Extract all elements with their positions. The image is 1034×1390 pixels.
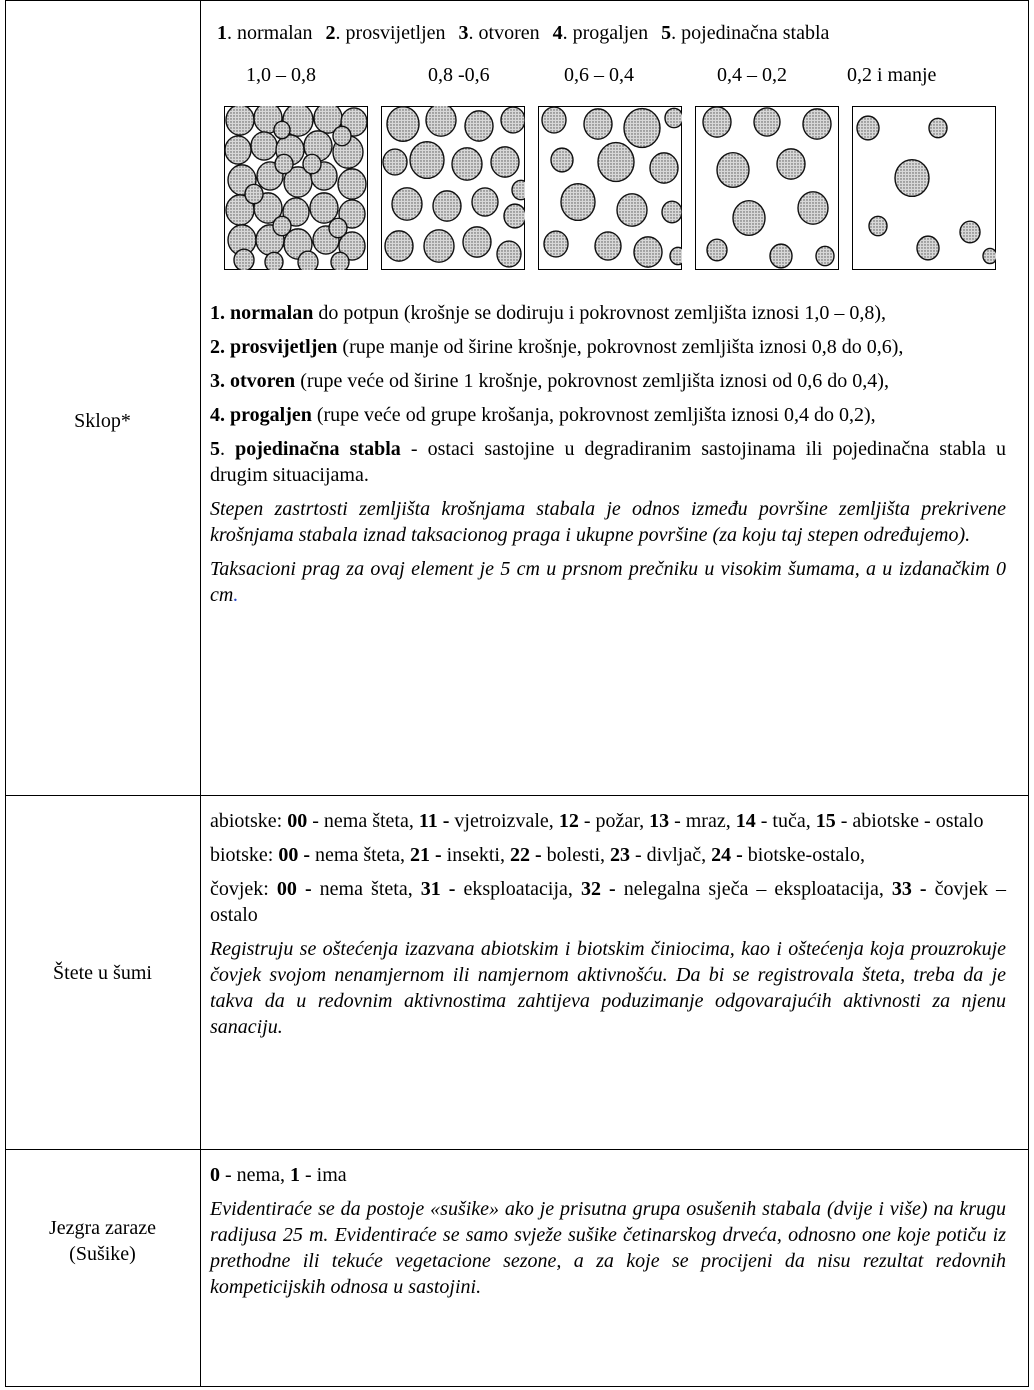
- row-divider: [5, 1149, 1029, 1150]
- tree-crown: [917, 236, 939, 260]
- tree-crown: [665, 108, 682, 127]
- tree-crown: [303, 154, 321, 173]
- tree-crown: [670, 247, 682, 264]
- tree-crown: [703, 107, 731, 137]
- canopy-lightened-icon: [381, 106, 525, 270]
- tree-crown: [226, 106, 254, 135]
- tree-crown: [251, 132, 277, 160]
- tree-crown: [929, 118, 947, 137]
- tree-crown: [584, 109, 612, 139]
- range-1: 1,0 – 0,8: [246, 64, 316, 86]
- stete-content: [210, 808, 1006, 1040]
- tree-crown: [733, 201, 765, 236]
- tree-crown: [452, 148, 482, 180]
- row-label-jezgra: Jezgra zaraze (Sušike): [48, 1217, 157, 1265]
- tree-crown: [634, 237, 662, 267]
- jezgra-note: Evidentiraće se da postoje «sušike» ako je prisutna grupa osušenih stabala (dvije i više) na krugu radijusa 25 m. Evidentiraće se samo svježe sušike četinarskog drveća, odnosno one koje potiču iz prethodne ili tekuće vegetacione sezone, a za koje se procijeni da nisu rezultat redovnih kompeticijskih odnosa u sastojini.: [210, 1198, 1006, 1298]
- tree-crown: [410, 142, 444, 179]
- tree-crown: [544, 231, 568, 257]
- tree-crown: [551, 148, 573, 172]
- canopy-normal-icon: [224, 106, 368, 270]
- tree-crown: [433, 191, 461, 221]
- canopy-single-trees-icon: [852, 106, 996, 270]
- jezgra-codes: 0 - nema, 1 - ima: [210, 1164, 347, 1186]
- tree-crown: [265, 252, 283, 270]
- column-divider: [200, 0, 201, 1387]
- sklop-note-2: Taksacioni prag za ovaj element je 5 cm u prsnom prečniku u visokim šumama, a u izdanačkim 0 cm.: [210, 558, 1006, 606]
- tree-crown: [542, 107, 566, 133]
- desc-2: 2. prosvijetljen (rupe manje od širine krošnje, pokrovnost zemljišta iznosi 0,8 do 0,6),: [210, 336, 904, 358]
- tree-crown: [275, 154, 293, 173]
- tree-crown: [512, 180, 525, 199]
- tree-crown: [777, 149, 805, 179]
- table-border-top: [5, 0, 1029, 1]
- tree-crown: [331, 252, 349, 270]
- row-divider: [5, 795, 1029, 796]
- tree-crown: [803, 109, 831, 139]
- tree-crown: [329, 218, 347, 237]
- tree-crown: [234, 249, 254, 270]
- tree-crown: [274, 121, 290, 138]
- canopy-class-list: 1. normalan 2. prosvijetljen 3. otvoren 4. progaljen 5. pojedinačna stabla: [217, 22, 830, 44]
- tree-crown: [504, 204, 525, 228]
- range-3: 0,6 – 0,4: [564, 64, 634, 86]
- tree-crown: [392, 188, 422, 220]
- tree-crown: [662, 201, 682, 223]
- range-5: 0,2 i manje: [847, 64, 937, 86]
- tree-crown: [298, 251, 318, 270]
- tree-crown: [426, 106, 456, 136]
- tree-crown: [245, 184, 263, 203]
- tree-crown: [472, 188, 498, 216]
- tree-crown: [338, 169, 366, 199]
- sklop-descriptions: [210, 300, 1006, 608]
- tree-crown: [983, 248, 996, 263]
- table-border-right: [1028, 0, 1029, 1387]
- tree-crown: [491, 147, 519, 177]
- tree-crown: [385, 231, 413, 261]
- jezgra-content: [210, 1162, 1006, 1300]
- tree-crown: [225, 136, 251, 164]
- tree-crown: [617, 194, 647, 226]
- tree-crown: [717, 153, 749, 188]
- tree-crown: [707, 239, 727, 261]
- canopy-gapped-icon: [695, 106, 839, 270]
- sklop-note-1: Stepen zastrtosti zemljišta krošnjama stabala je odnos između površine zemljišta prekrivene krošnjama stabala iznad taksacionog praga i ukupne površine (za koju taj stepen određujemo).: [210, 498, 1006, 546]
- tree-crown: [960, 221, 980, 243]
- abiotske-codes: abiotske: 00 - nema šteta, 11 - vjetroizvale, 12 - požar, 13 - mraz, 14 - tuča, 15 - abiotske - ostalo: [210, 810, 984, 832]
- tree-crown: [424, 230, 454, 262]
- tree-crown: [598, 143, 634, 182]
- tree-crown: [333, 126, 351, 145]
- tree-crown: [650, 153, 678, 183]
- tree-crown: [798, 192, 828, 224]
- desc-3: 3. otvoren (rupe veće od širine 1 krošnje, pokrovnost zemljišta iznosi od 0,6 do 0,4),: [210, 370, 889, 392]
- tree-crown: [754, 108, 780, 136]
- tree-crown: [501, 107, 525, 133]
- tree-crown: [561, 184, 595, 221]
- tree-crown: [770, 244, 792, 268]
- table-border-left: [5, 0, 6, 1387]
- range-2: 0,8 -0,6: [428, 64, 490, 86]
- tree-crown: [816, 246, 834, 265]
- desc-1: 1. normalan do potpun (krošnje se dodiruju i pokrovnost zemljišta iznosi 1,0 – 0,8),: [210, 302, 887, 324]
- tree-crown: [624, 109, 660, 148]
- row-label-stete: Štete u šumi: [53, 962, 152, 984]
- stete-note: Registruju se oštećenja izazvana abiotskim i biotskim činiocima, kao i oštećenja koja prouzrokuje čovjek svojom nenamjernom ili namjernom aktivnošću. Da bi se registrovala šteta, treba da je takva da u redovnim aktivnostima zahtijeva poduzimanje odgovarajućih aktivnosti za njenu sanaciju.: [210, 938, 1006, 1038]
- tree-crown: [857, 116, 879, 140]
- tree-crown: [463, 227, 491, 257]
- range-4: 0,4 – 0,2: [717, 64, 787, 86]
- tree-crown: [465, 111, 493, 141]
- row-label-sklop: Sklop*: [74, 410, 131, 432]
- tree-crown: [273, 216, 291, 235]
- tree-crown: [383, 149, 407, 175]
- covjek-codes: čovjek: 00 - nema šteta, 31 - eksploatacija, 32 - nelegalna sječa – eksploatacija, 33 - čovjek – ostalo: [210, 878, 1006, 926]
- tree-crown: [595, 232, 621, 260]
- tree-crown: [869, 216, 887, 235]
- tree-crown: [497, 241, 521, 267]
- tree-crown: [387, 107, 419, 142]
- tree-crown: [895, 160, 929, 197]
- canopy-open-icon: [538, 106, 682, 270]
- biotske-codes: biotske: 00 - nema šteta, 21 - insekti, 22 - bolesti, 23 - divljač, 24 - biotske-ostalo,: [210, 844, 865, 866]
- desc-5: 5. pojedinačna stabla - ostaci sastojine u degradiranim sastojinama ili pojedinačna stabla u drugim situacijama.: [210, 438, 1006, 486]
- table-border-bottom: [5, 1386, 1029, 1387]
- desc-4: 4. progaljen (rupe veće od grupe krošanja, pokrovnost zemljišta iznosi 0,4 do 0,2),: [210, 404, 876, 426]
